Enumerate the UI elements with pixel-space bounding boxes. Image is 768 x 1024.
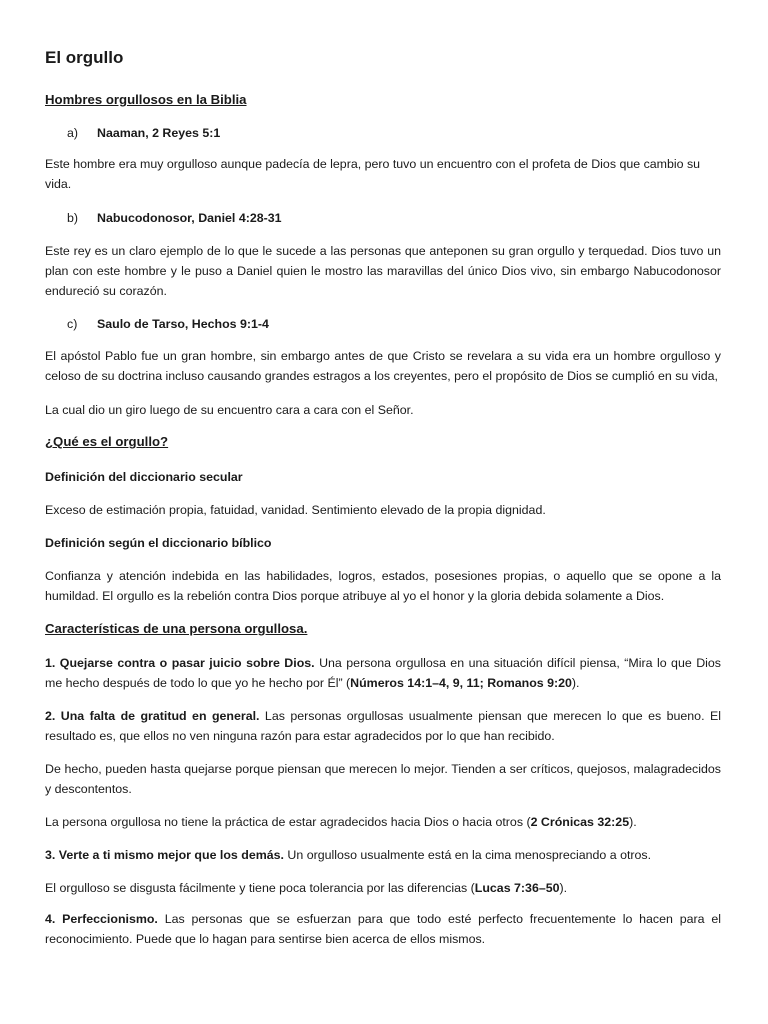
- paragraph-naaman: Este hombre era muy orgulloso aunque padecía de lepra, pero tuvo un encuentro con el profeta de Dios que cambio su vida.: [45, 157, 701, 191]
- list-marker: a): [67, 126, 79, 140]
- paragraph-de-hecho: De hecho, pueden hasta quejarse porque piensan que merecen lo mejor. Tienden a ser críticos, quejosos, malagradecidos y descontentos.: [45, 762, 721, 796]
- paragraph-saulo-continued: La cual dio un giro luego de su encuentro cara a cara con el Señor.: [45, 403, 414, 417]
- paragraph-caracteristica-3: [45, 847, 651, 863]
- closing-punct: ).: [629, 815, 637, 829]
- bible-reference: Números 14:1–4, 9, 11; Romanos 9:20: [350, 676, 572, 690]
- caracteristica-text: Las personas orgullosas usualmente piensan que merecen lo que es bueno. El resultado es, que ellos no ven ninguna razón para estar agradecidos por lo que han recibido.: [45, 709, 721, 743]
- paragraph-nabucodonosor: Este rey es un claro ejemplo de lo que le sucede a las personas que anteponen su gran orgullo y terquedad. Dios tuvo un plan con este hombre y le puso a Daniel quien le mostro las maravillas del único Dios vivo, sin embargo Nabucodonosor endureció su corazón.: [45, 244, 721, 298]
- section-heading-caracteristicas: Características de una persona orgullosa.: [45, 621, 308, 636]
- paragraph-gratitud: [45, 814, 637, 830]
- list-item-c-heading: [67, 316, 269, 332]
- list-marker: b): [67, 211, 79, 225]
- closing-punct: ).: [559, 881, 568, 895]
- closing-punct: ).: [571, 676, 580, 690]
- list-marker: c): [67, 317, 78, 331]
- caracteristica-title: 1. Quejarse contra o pasar juicio sobre Dios.: [45, 656, 315, 670]
- list-item-ref: Saulo de Tarso, Hechos 9:1-4: [97, 317, 269, 331]
- paragraph-caracteristica-2: [45, 706, 721, 746]
- paragraph-text: El orgulloso se disgusta fácilmente y tiene poca tolerancia por las diferencias (: [45, 881, 475, 895]
- paragraph-caracteristica-4: [45, 909, 721, 949]
- definition-biblical-title: Definición según el diccionario bíblico: [45, 536, 272, 550]
- bible-reference: 2 Crónicas 32:25: [530, 815, 630, 829]
- caracteristica-title: 3. Verte a ti mismo mejor que los demás.: [45, 848, 284, 862]
- caracteristica-text: Una persona orgullosa en una situación difícil piensa, “Mira lo que Dios me hecho después de todo lo que yo he hecho por Él” (: [45, 656, 721, 690]
- section-heading-hombres: Hombres orgullosos en la Biblia: [45, 92, 247, 107]
- definition-biblical-text: Confianza y atención indebida en las habilidades, logros, estados, posesiones propias, o aquello que se opone a la humildad. El orgullo es la rebelión contra Dios porque atribuye al yo el honor y la gloria debida solamente a Dios.: [45, 569, 721, 603]
- list-item-ref: Naaman, 2 Reyes 5:1: [97, 126, 221, 140]
- section-heading-que-es: ¿Qué es el orgullo?: [45, 434, 169, 449]
- paragraph-tolerancia: [45, 880, 567, 896]
- caracteristica-text: Las personas que se esfuerzan para que todo esté perfecto frecuentemente lo hacen para el reconocimiento. Puede que lo hagan para sentirse bien acerca de ellos mismos.: [45, 912, 721, 946]
- list-item-ref: Nabucodonosor, Daniel 4:28-31: [97, 211, 282, 225]
- list-item-b-heading: [67, 210, 282, 226]
- caracteristica-title: 4. Perfeccionismo.: [45, 912, 158, 926]
- paragraph-text: La persona orgullosa no tiene la práctica de estar agradecidos hacia Dios o hacia otros (: [45, 815, 531, 829]
- bible-reference: Lucas 7:36–50: [474, 881, 560, 895]
- document-title: El orgullo: [45, 48, 124, 67]
- caracteristica-text: Un orgulloso usualmente está en la cima menospreciando a otros.: [283, 848, 652, 862]
- list-item-a-heading: [67, 125, 220, 141]
- definition-secular-title: Definición del diccionario secular: [45, 470, 243, 484]
- paragraph-saulo: El apóstol Pablo fue un gran hombre, sin embargo antes de que Cristo se revelara a su vida era un hombre orgulloso y celoso de su doctrina incluso causando grandes estragos a los creyentes, pero el propósito de Dios se cumplió en su vida,: [45, 349, 721, 383]
- paragraph-caracteristica-1: [45, 653, 721, 693]
- caracteristica-title: 2. Una falta de gratitud en general.: [45, 709, 260, 723]
- definition-secular-text: Exceso de estimación propia, fatuidad, vanidad. Sentimiento elevado de la propia dignidad.: [45, 503, 546, 517]
